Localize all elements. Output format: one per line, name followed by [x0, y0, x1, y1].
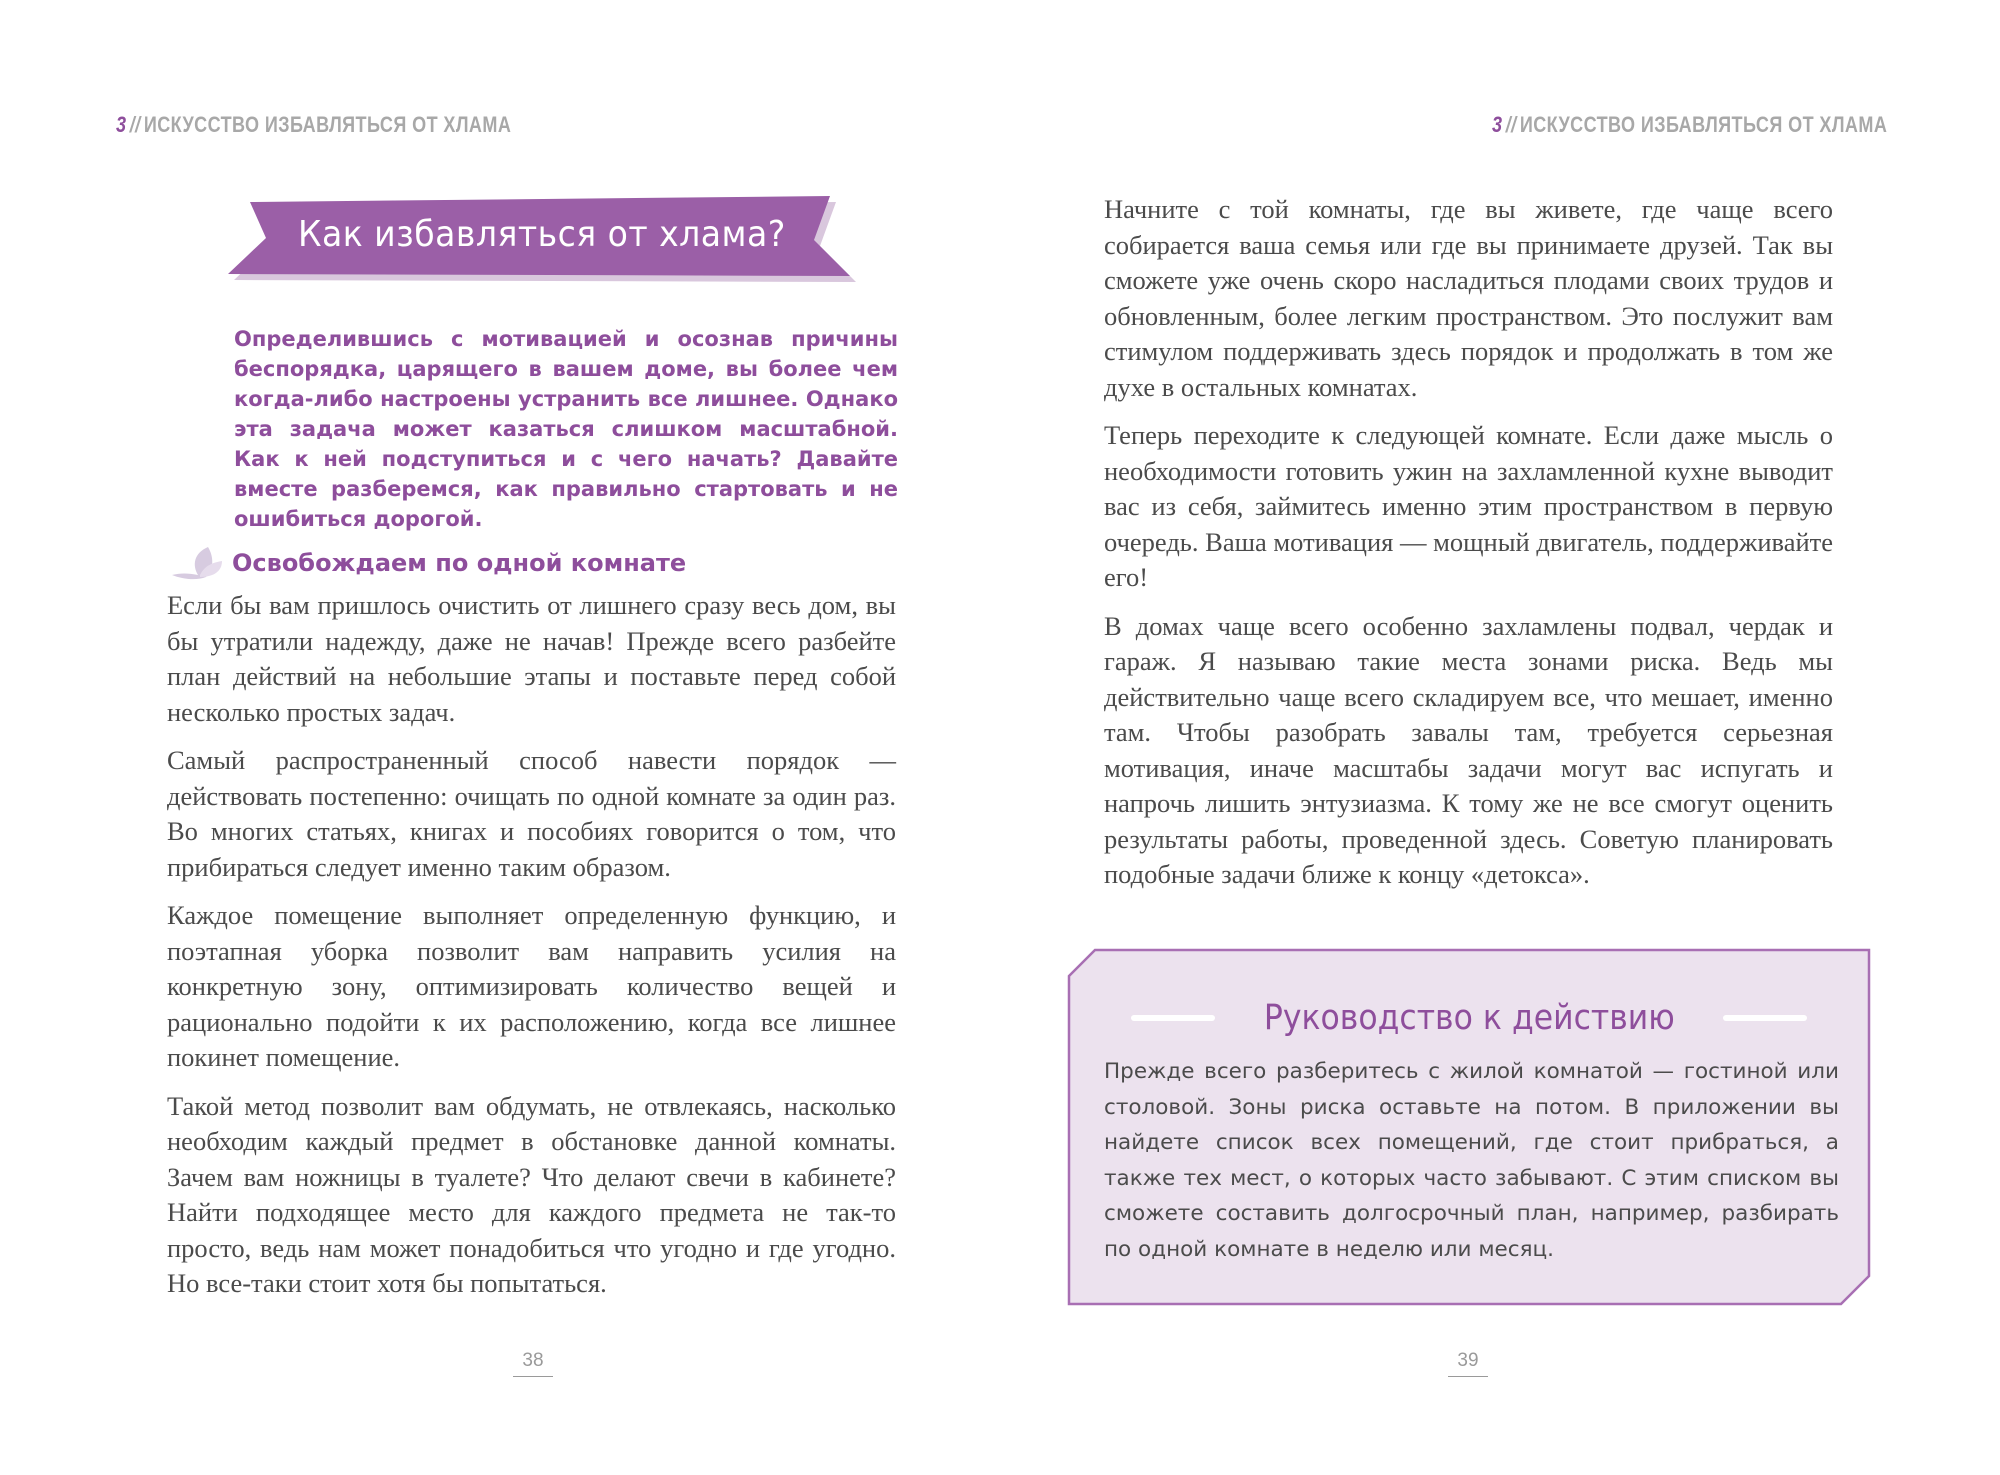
- title-ribbon: [222, 196, 862, 286]
- action-box: [1067, 948, 1871, 1306]
- running-head-separator: //: [1505, 112, 1517, 137]
- running-head-right: [1492, 112, 1887, 138]
- chapter-number: 3: [1492, 112, 1503, 137]
- section-heading-label: Освобождаем по одной комнате: [232, 549, 687, 577]
- right-body-text: [1104, 192, 1833, 906]
- paragraph: Каждое помещение выполняет определенную функцию, и поэтапная уборка позволит вам направить усилия на конкретную зону, оптимизировать количество вещей и рационально подойти к их расположению, когда все лишнее покинет помещение.: [167, 900, 896, 1072]
- banner-title: Как избавляться от хлама?: [298, 214, 786, 255]
- section-heading: [170, 545, 686, 581]
- paragraph: Теперь переходите к следующей комнате. Если даже мысль о необходимости готовить ужин на захламленной кухне выводит вас из себя, займитесь именно этим пространством в первую очередь. Ваша мотивация — мощный двигатель, поддерживайте его!: [1104, 420, 1833, 592]
- chapter-title: ИСКУССТВО ИЗБАВЛЯТЬСЯ ОТ ХЛАМА: [1519, 112, 1888, 137]
- running-head-separator: //: [129, 112, 141, 137]
- page-number-left: 38: [513, 1350, 553, 1377]
- title-dash-right: [1723, 1015, 1807, 1021]
- paragraph: Такой метод позволит вам обдумать, не отвлекаясь, насколько необходим каждый предмет в обстановке данной комнаты. Зачем вам ножницы в туалете? Что делают свечи в кабинете? Найти подходящее место для каждого предмета не так-то просто, ведь нам может понадобиться что угодно и где угодно. Но все-таки стоит хотя бы попытаться.: [167, 1090, 896, 1298]
- page-number-right: 39: [1448, 1350, 1488, 1377]
- action-title-row: [1067, 988, 1871, 1048]
- right-page: [1000, 0, 2000, 1475]
- intro-text: Определившись с мотивацией и осознав причины беспорядка, царящего в вашем доме, вы более чем когда-либо настроены устранить все лишнее. Однако эта задача может казаться слишком масштабной. Как к ней подступиться и с чего начать? Давайте вместе разберемся, как правильно стартовать и не ошибиться дорогой.: [234, 327, 898, 531]
- paragraph: Начните с той комнаты, где вы живете, где чаще всего собирается ваша семья или где вы принимаете друзей. Так вы сможете уже очень скоро насладиться плодами своих трудов и обновленным, более легким пространством. Это послужит вам стимулом поддерживать здесь порядок и продолжать в том же духе в остальных комнатах.: [1104, 194, 1833, 402]
- chapter-number: 3: [116, 112, 127, 137]
- leaf-icon: [170, 545, 226, 581]
- action-box-title: Руководство к действию: [1263, 998, 1675, 1038]
- intro-paragraph: [234, 324, 898, 534]
- paragraph: Самый распространенный способ навести порядок — действовать постепенно: очищать по одной комнате за один раз. Во многих статьях, книгах и пособиях говорится о том, что прибираться следует именно таким образом.: [167, 745, 896, 882]
- action-box-body: [1104, 1054, 1839, 1267]
- action-box-text: Прежде всего разберитесь с жилой комнатой — гостиной или столовой. Зоны риска оставьте на потом. В приложении вы найдете список всех помещений, где стоит прибраться, а также тех мест, о которых часто забывают. С этим списком вы сможете составить долгосрочный план, например, разбирать по одной комнате в неделю или месяц.: [1104, 1059, 1839, 1262]
- running-head-left: [116, 112, 511, 138]
- paragraph: В домах чаще всего особенно захламлены подвал, чердак и гараж. Я называю такие места зонами риска. Ведь мы действительно чаще всего складируем все, что мешает, именно там. Чтобы разобрать завалы там, требуется серьезная мотивация, иначе масштабы задачи могут вас испугать и напрочь лишить энтузиазма. К тому же не все смогут оценить результаты работы, проведенной здесь. Советую планировать подобные задачи ближе к концу «детокса».: [1104, 610, 1833, 889]
- title-dash-left: [1131, 1015, 1215, 1021]
- paragraph: Если бы вам пришлось очистить от лишнего сразу весь дом, вы бы утратили надежду, даже не начав! Прежде всего разбейте план действий на небольшие этапы и поставьте перед собой несколько простых задач.: [167, 590, 896, 727]
- left-body-text: [167, 588, 896, 1315]
- chapter-title: ИСКУССТВО ИЗБАВЛЯТЬСЯ ОТ ХЛАМА: [143, 112, 512, 137]
